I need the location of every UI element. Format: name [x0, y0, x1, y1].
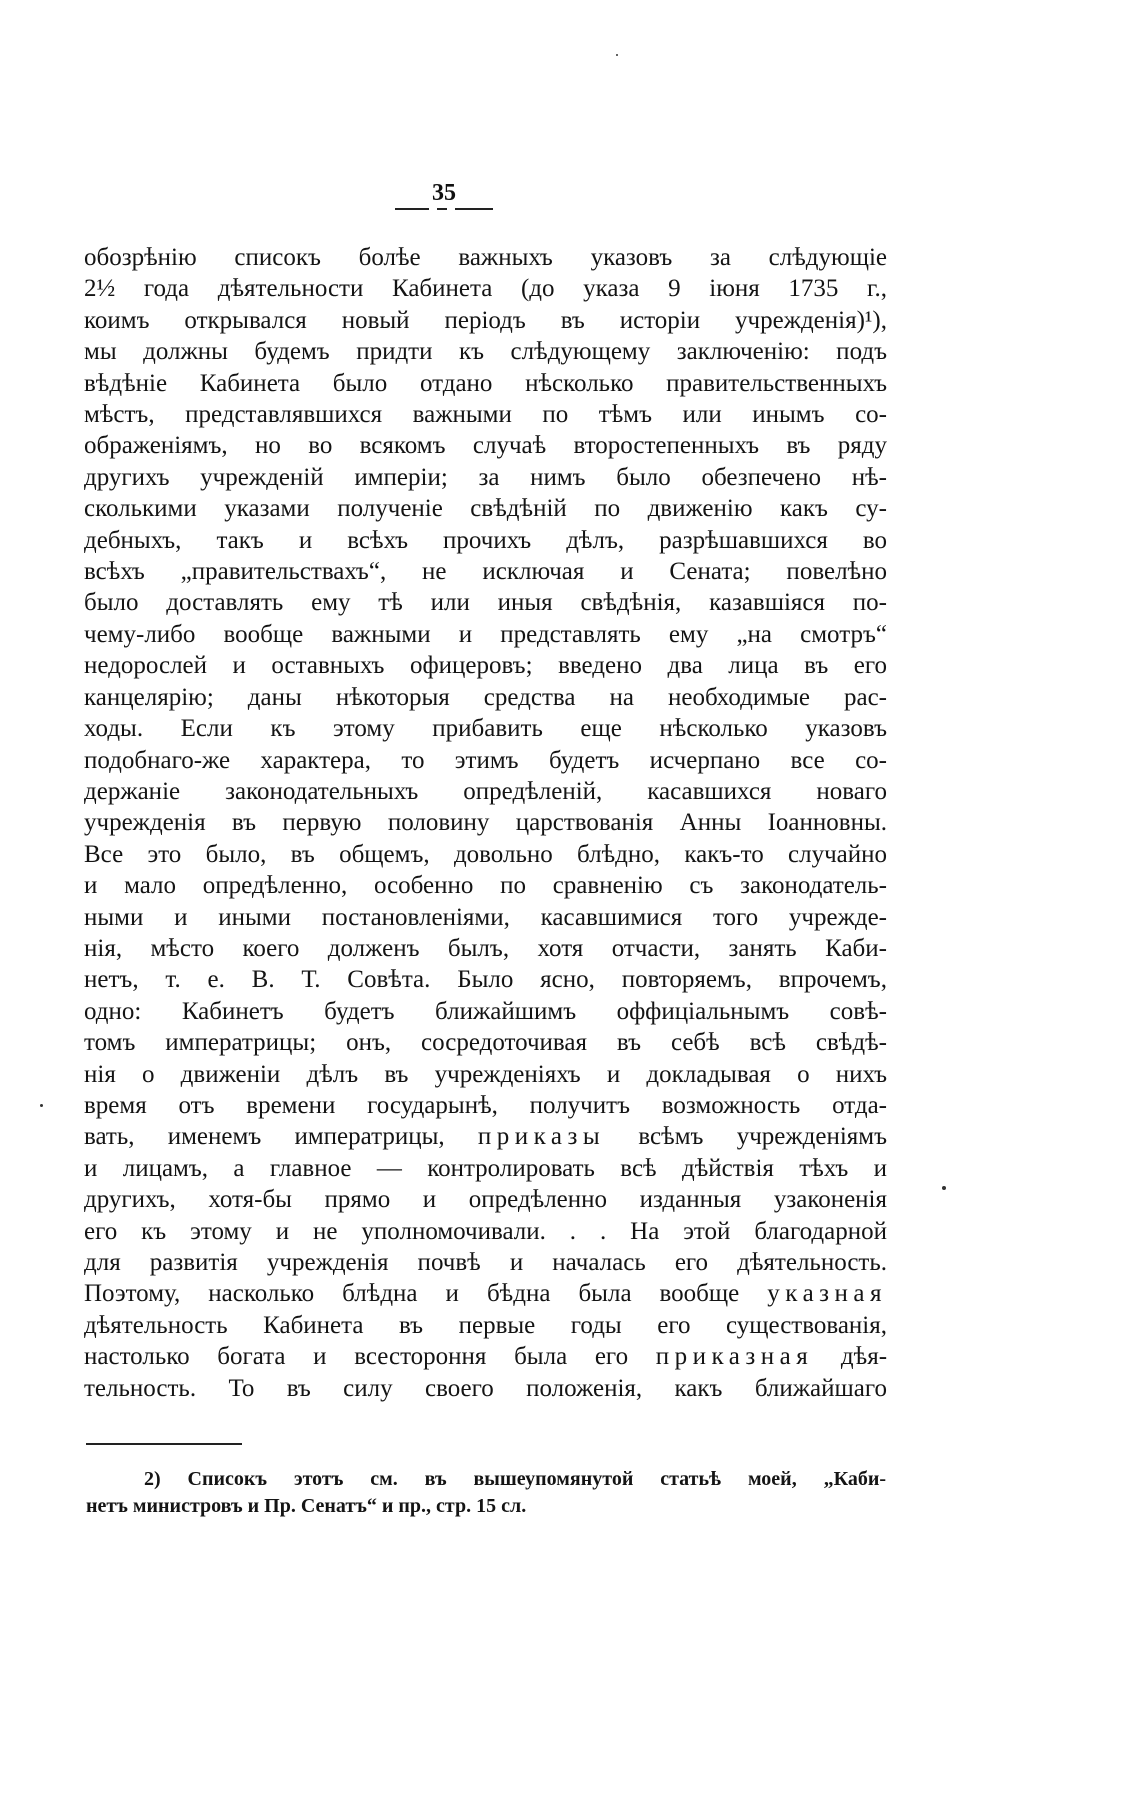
body-text — [84, 242, 887, 1404]
emphasized-word: приказы — [477, 1123, 606, 1151]
scan-speck — [942, 1186, 946, 1190]
text-line: его къ этому и не уполномочивали. . . На этой благодарной — [84, 1217, 887, 1245]
text-line: учрежденія въ первую половину царствованія Анны Іоанновны. — [84, 809, 887, 837]
text-line: ными и иными постановленіями, касавшимися того учрежде- — [84, 903, 887, 931]
emphasized-word: указная — [767, 1280, 888, 1308]
text-line: чему-либо вообще важными и представлять ему „на смотръ“ — [84, 620, 887, 648]
text-segment: дѣя- — [840, 1343, 888, 1371]
text-line: недорослей и оставныхъ офицеровъ; введено два лица въ его — [84, 652, 887, 680]
text-line: мѣстъ, представлявшихся важными по тѣмъ или инымъ со- — [84, 401, 887, 429]
text-line: нія о движеніи дѣлъ въ учрежденіяхъ и докладывая о нихъ — [84, 1060, 887, 1088]
text-line: нія, мѣсто коего долженъ былъ, хотя отчасти, занять Каби- — [84, 934, 887, 962]
footnote-rule — [86, 1443, 242, 1445]
text-line — [84, 1278, 887, 1309]
text-line: другихъ учрежденій имперіи; за нимъ было обезпечено нѣ- — [84, 463, 887, 491]
text-segment: всѣмъ учрежденіямъ — [638, 1123, 888, 1151]
page-number-rule — [384, 208, 504, 210]
text-line: нетъ, т. е. В. Т. Совѣта. Было ясно, повторяемъ, впрочемъ, — [84, 966, 887, 994]
footnote-line: нетъ министровъ и Пр. Сенатъ“ и пр., стр. 15 сл. — [86, 1495, 527, 1517]
footnote-line: 2) Списокъ этотъ см. въ вышеупомянутой статьѣ моей, „Каби- — [144, 1468, 886, 1490]
footnote — [86, 1466, 886, 1520]
text-line: для развитія учрежденія почвѣ и началась его дѣятельность. — [84, 1249, 887, 1276]
text-line: мы должны будемъ придти къ слѣдующему заключенію: подъ — [84, 338, 887, 366]
text-segment: вать, именемъ императрицы, — [84, 1123, 445, 1151]
text-line — [84, 1341, 887, 1372]
text-line: держаніе законодательныхъ опредѣленій, касавшихся новаго — [84, 777, 887, 805]
text-line: дебныхъ, такъ и всѣхъ прочихъ дѣлъ, разрѣшавшихся во — [84, 526, 887, 554]
text-line: ображеніямъ, но во всякомъ случаѣ второстепенныхъ въ ряду — [84, 432, 887, 460]
text-line: коимъ открывался новый періодъ въ исторіи учрежденія)¹), — [84, 306, 887, 334]
text-line: вѣдѣніе Кабинета было отдано нѣсколько правительственныхъ — [84, 369, 887, 397]
text-line: 2½ года дѣятельности Кабинета (до указа 9 іюня 1735 г., — [84, 275, 887, 303]
text-line: было доставлять ему тѣ или иныя свѣдѣнія, казавшіяся по- — [84, 589, 887, 617]
page-number: 35 — [432, 180, 456, 206]
text-segment: настолько богата и всестороння была его — [84, 1343, 629, 1371]
text-line: и мало опредѣленно, особенно по сравненію съ законодатель- — [84, 872, 887, 900]
text-line: канцелярію; даны нѣкоторыя средства на необходимые рас- — [84, 683, 887, 711]
text-line: ходы. Если къ этому прибавить еще нѣсколько указовъ — [84, 715, 887, 743]
text-line — [84, 1121, 887, 1152]
text-line: время отъ времени государынѣ, получитъ возможность отда- — [84, 1091, 887, 1119]
text-line: дѣятельность Кабинета въ первые годы его существованія, — [84, 1311, 887, 1339]
text-line: Все это было, въ общемъ, довольно блѣдно, какъ-то случайно — [84, 840, 887, 868]
scan-speck — [616, 54, 618, 56]
text-line: одно: Кабинетъ будетъ ближайшимъ оффиціальнымъ совѣ- — [84, 997, 887, 1025]
text-line: сколькими указами полученіе свѣдѣній по движенію какъ су- — [84, 495, 887, 523]
page-header — [384, 180, 504, 210]
text-line: подобнаго-же характера, то этимъ будетъ исчерпано все со- — [84, 746, 887, 774]
text-line: томъ императрицы; онъ, сосредоточивая въ себѣ всѣ свѣдѣ- — [84, 1029, 887, 1057]
text-line: другихъ, хотя-бы прямо и опредѣленно изданныя узаконенія — [84, 1186, 887, 1214]
emphasized-word: приказная — [655, 1343, 814, 1371]
text-line: тельность. То въ силу своего положенія, какъ ближайшаго — [84, 1374, 887, 1402]
text-line: и лицамъ, а главное — контролировать всѣ дѣйствія тѣхъ и — [84, 1154, 887, 1182]
text-line: обозрѣнію списокъ болѣе важныхъ указовъ за слѣдующіе — [84, 244, 887, 271]
text-line: всѣхъ „правительствахъ“, не исключая и Сената; повелѣно — [84, 558, 887, 586]
scan-speck — [40, 1104, 43, 1107]
text-segment: Поэтому, насколько блѣдна и бѣдна была вообще — [84, 1280, 740, 1308]
